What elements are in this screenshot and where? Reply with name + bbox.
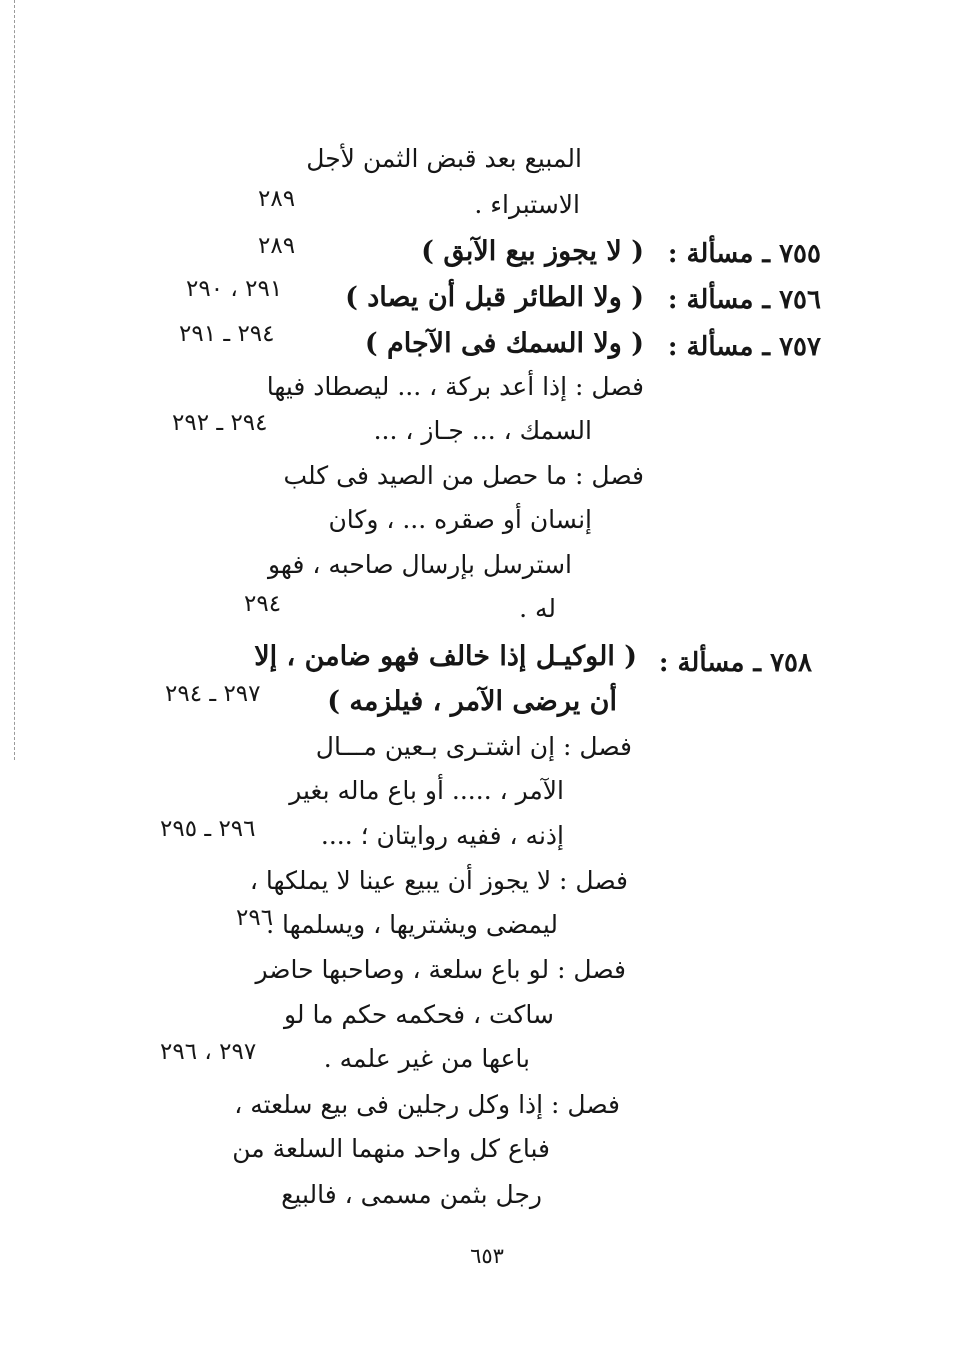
page-number: ٦٥٣ xyxy=(470,1244,504,1268)
entry-line: فصل : لا يجوز أن يبيع عينا لا يملكها ، xyxy=(249,866,628,895)
entry-line: استرسل بإرسال صاحبه ، فهو xyxy=(268,550,572,579)
entry-line: ليمضى ويشتريها ، ويسلمها . xyxy=(266,910,558,939)
masala-title: ( ولا الطائر قبل أن يصاد ) xyxy=(345,282,644,313)
entry-line: فصل : إذا أعد بركة ، ... ليصطاد فيها xyxy=(266,372,644,401)
entry-line: فصل : ما حصل من الصيد فى كلب xyxy=(283,461,644,490)
page-ref: ٢٩١ ، ٢٩٠ xyxy=(186,276,283,302)
masala-title: ( الوكيـل إذا خالف فهو ضامن ، إلا xyxy=(254,641,637,672)
masala-title: أن يرضى الآمر ، فيلزمه ) xyxy=(327,686,617,717)
page-ref: ٢٩٧ ـ ٢٩٤ xyxy=(165,681,261,707)
page-ref: ٢٨٩ xyxy=(258,233,296,259)
entry-line: باعها من غير علمه . xyxy=(323,1044,530,1073)
entry-line: إنسان أو صقره ... ، وكان xyxy=(328,505,592,534)
entry-line: فباع كل واحد منهما السلعة من xyxy=(232,1134,550,1163)
page-ref: ٢٩٤ xyxy=(244,591,282,617)
page-ref: ٢٩٦ xyxy=(236,905,274,931)
entry-line: له . xyxy=(519,594,556,623)
entry-line: إذنه ، ففيه روايتان ؛ .... xyxy=(320,821,564,850)
entry-line: الاستبراء . xyxy=(474,190,580,219)
masala-label: ٧٥٧ ـ مسألة : xyxy=(667,332,821,362)
entry-line: المبيع بعد قبض الثمن لأجل xyxy=(306,144,582,173)
entry-line: الآمر ، ..... أو باع ماله بغير xyxy=(289,776,564,805)
masala-label: ٧٥٨ ـ مسألة : xyxy=(658,648,812,678)
masala-title: ( لا يجوز بيع الآبق ) xyxy=(421,236,644,267)
entry-line: السمك ، ... جـاز ، ... xyxy=(373,416,592,445)
page-ref: ٢٨٩ xyxy=(258,186,296,212)
page-ref: ٢٩٤ ـ ٢٩١ xyxy=(179,321,275,347)
page-ref: ٢٩٦ ـ ٢٩٥ xyxy=(160,816,256,842)
entry-line: ساكت ، فحكمه حكم ما لو xyxy=(283,1000,554,1029)
entry-line: رجل بثمن مسمى ، فالبيع xyxy=(281,1180,542,1209)
masala-label: ٧٥٥ ـ مسألة : xyxy=(667,239,821,269)
entry-line: فصل : لو باع سلعة ، وصاحبها حاضر xyxy=(255,955,626,984)
masala-title: ( ولا السمك فى الآجام ) xyxy=(364,328,644,359)
entry-line: فصل : إذا وكل رجلين فى بيع سلعته ، xyxy=(234,1090,620,1119)
page-edge-dashes xyxy=(14,0,15,760)
masala-label: ٧٥٦ ـ مسألة : xyxy=(667,285,821,315)
page-ref: ٢٩٧ ، ٢٩٦ xyxy=(160,1039,257,1065)
entry-line: فصل : إن اشتـرى بـعين مـــال xyxy=(315,732,632,761)
page-ref: ٢٩٤ ـ ٢٩٢ xyxy=(172,410,268,436)
